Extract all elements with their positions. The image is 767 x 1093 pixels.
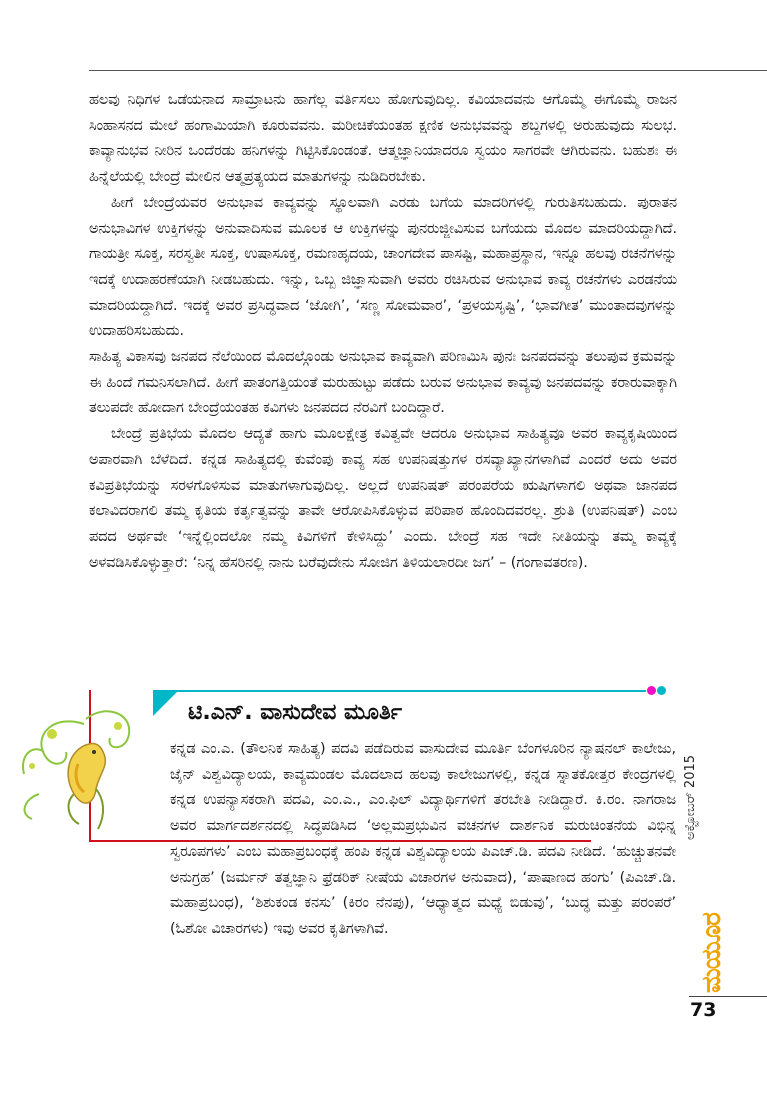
page-number: 73 — [690, 999, 717, 1021]
article-body — [89, 88, 677, 576]
bio-author-name: ಟಿ.ಎನ್. ವಾಸುದೇವ ಮೂರ್ತಿ — [188, 700, 403, 725]
article-paragraph: ಹೀಗೆ ಬೇಂದ್ರೆಯವರ ಅನುಭಾವ ಕಾವ್ಯವನ್ನು ಸ್ಥೂಲವಾಗಿ ಎರಡು ಬಗೆಯ ಮಾದರಿಗಳಲ್ಲಿ ಗುರುತಿಸಬಹುದು. ಪುರಾತನ ಅನುಭಾವಿಗಳ ಉಕ್ತಿಗಳನ್ನು ಅನುವಾದಿಸುವ ಮೂಲಕ ಆ ಉಕ್ತಿಗಳನ್ನು ಪುನರುಜ್ಜೀವಿಸುವ ಬಗೆಯದು ಮೊದಲ ಮಾದರಿಯದ್ದಾಗಿದೆ. ಗಾಯತ್ರೀ ಸೂಕ್ತ, ಸರಸ್ವತೀ ಸೂಕ್ತ, ಉಷಾಸೂಕ್ತ, ರಮಣಹೃದಯ, ಚಾಂಗದೇವ ಪಾಸಷ್ಟಿ, ಮಹಾಪ್ರಸ್ಥಾನ, ಇನ್ನೂ ಹಲವು ರಚನೆಗಳನ್ನು ಇದಕ್ಕೆ ಉದಾಹರಣೆಯಾಗಿ ನೀಡಬಹುದು. ಇನ್ನು, ಒಬ್ಬ ಜಿಜ್ಞಾಸುವಾಗಿ ಅವರು ರಚಿಸಿರುವ ಅನುಭಾವ ಕಾವ್ಯ ರಚನೆಗಳು ಎರಡನೆಯ ಮಾದರಿಯದ್ದಾಗಿದೆ. ಇದಕ್ಕೆ ಅವರ ಪ್ರಸಿದ್ಧವಾದ ‘ಜೋಗಿ’, ‘ಸಣ್ಣ ಸೋಮವಾರ’, ‘ಪ್ರಳಯಸೃಷ್ಟಿ’, ‘ಭಾವಗೀತ’ ಮುಂತಾದವುಗಳನ್ನು ಉದಾಹರಿಸಬಹುದು. — [89, 194, 677, 340]
magenta-dot-decoration — [647, 686, 656, 695]
page-number-rule — [689, 996, 767, 997]
cyan-dot-decoration — [657, 686, 666, 695]
bio-paragraph: ಕನ್ನಡ ಎಂ.ಎ. (ತೌಲನಿಕ ಸಾಹಿತ್ಯ) ಪದವಿ ಪಡೆದಿರುವ ವಾಸುದೇವ ಮೂರ್ತಿ ಬೆಂಗಳೂರಿನ ನ್ಯಾಷನಲ್ ಕಾಲೇಜು, ಜೈನ್ ವಿಶ್ವವಿದ್ಯಾಲಯ, ಕಾವ್ಯಮಂಡಲ ಮೊದಲಾದ ಹಲವು ಕಾಲೇಜುಗಳಲ್ಲಿ, ಕನ್ನಡ ಸ್ನಾತಕೋತ್ತರ ಕೇಂದ್ರಗಳಲ್ಲಿ ಕನ್ನಡ ಉಪನ್ಯಾಸಕರಾಗಿ ಪದವಿ, ಎಂ.ಎ., ಎಂ.ಫಿಲ್ ವಿದ್ಯಾರ್ಥಿಗಳಿಗೆ ತರಬೇತಿ ನೀಡಿದ್ದಾರೆ. ಕಿ.ರಂ. ನಾಗರಾಜ ಅವರ ಮಾರ್ಗದರ್ಶನದಲ್ಲಿ ಸಿದ್ಧಪಡಿಸಿದ ‘ಅಲ್ಲಮಪ್ರಭುವಿನ ವಚನಗಳ ದಾರ್ಶನಿಕ ಮರುಚಿಂತನೆಯ ವಿಭಿನ್ನ ಸ್ವರೂಪಗಳು’ ಎಂಬ ಮಹಾಪ್ರಬಂಧಕ್ಕೆ ಹಂಪಿ ಕನ್ನಡ ವಿಶ್ವವಿದ್ಯಾಲಯ ಪಿಎಚ್.ಡಿ. ಪದವಿ ನೀಡಿದೆ. ‘ಹುಚ್ಚುತನವೇ ಅನುಗ್ರಹ’ (ಜರ್ಮನ್ ತತ್ವಜ್ಞಾನಿ ಫ್ರೆಡರಿಕ್ ನೀಷೆಯ ವಿಚಾರಗಳ ಅನುವಾದ), ‘ಪಾಷಾಣದ ಹಂಗು’ (ಪಿಎಚ್.ಡಿ. ಮಹಾಪ್ರಬಂಧ), ‘ಶಿಶುಕಂಡ ಕನಸು’ (ಕಿರಂ ನೆನಪು), ‘ಆಧ್ಯಾತ್ಮದ ಮಧ್ಯೆ ಬಿಡುವು’, ‘ಬುದ್ಧ ಮತ್ತು ಪರಂಪರೆ’ (ಓಶೋ ವಿಚಾರಗಳು) ಇವು ಅವರ ಕೃತಿಗಳಾಗಿವೆ. — [170, 741, 676, 937]
article-paragraph: ಬೇಂದ್ರೆ ಪ್ರತಿಭೆಯ ಮೊದಲ ಆದ್ಯತೆ ಹಾಗು ಮೂಲಕ್ಷೇತ್ರ ಕವಿತ್ವವೇ ಆದರೂ ಅನುಭಾವ ಸಾಹಿತ್ಯವೂ ಅವರ ಕಾವ್ಯಕೃಷಿಯಿಂದ ಅಪಾರವಾಗಿ ಬೆಳೆದಿದೆ. ಕನ್ನಡ ಸಾಹಿತ್ಯದಲ್ಲಿ ಕುವೆಂಪು ಕಾವ್ಯ ಸಹ ಉಪನಿಷತ್ತುಗಳ ರಸವ್ಯಾಖ್ಯಾನಗಳಾಗಿವೆ ಎಂದರೆ ಅದು ಅವರ ಕವಿಪ್ರತಿಭೆಯನ್ನು ಸರಳಗೊಳಿಸುವ ಮಾತುಗಳಾಗುವುದಿಲ್ಲ. ಅಲ್ಲದೆ ಉಪನಿಷತ್ ಪರಂಪರೆಯ ಋಷಿಗಳಾಗಲಿ ಅಥವಾ ಜಾನಪದ ಕಲಾವಿದರಾಗಲಿ ತಮ್ಮ ಕೃತಿಯ ಕರ್ತೃತ್ವವನ್ನು ತಾವೇ ಆರೋಪಿಸಿಕೊಳ್ಳುವ ಪರಿಪಾಠ ಹೊಂದಿದವರಲ್ಲ. ಶ್ರುತಿ (ಉಪನಿಷತ್) ಎಂಬ ಪದದ ಅರ್ಥವೇ ‘ಇನ್ನೆಲ್ಲಿಂದಲೋ ನಮ್ಮ ಕಿವಿಗಳಿಗೆ ಕೇಳಿಸಿದ್ದು’ ಎಂದು. ಬೇಂದ್ರೆ ಸಹ ಇದೇ ನೀತಿಯನ್ನು ತಮ್ಮ ಕಾವ್ಯಕ್ಕೆ ಅಳವಡಿಸಿಕೊಳ್ಳುತ್ತಾರೆ: ‘ನಿನ್ನ ಹೆಸರಿನಲ್ಲಿ ನಾನು ಬರೆವುದೇನು ಸೋಜಿಗ ತಿಳಿಯಲಾರದೀ ಜಗ’ – (ಗಂಗಾವತರಣ). — [89, 426, 677, 571]
bio-text — [170, 737, 676, 943]
bio-top-divider — [153, 690, 646, 692]
corner-triangle-decoration — [153, 690, 179, 716]
peacock-illustration-icon — [14, 704, 154, 834]
article-paragraph: ಹಲವು ನಿಧಿಗಳ ಒಡೆಯನಾದ ಸಾಮ್ರಾಟನು ಹಾಗೆಲ್ಲ ವರ್ತಿಸಲು ಹೋಗುವುದಿಲ್ಲ. ಕವಿಯಾದವನು ಆಗೊಮ್ಮೆ ಈಗೊಮ್ಮೆ ರಾಜನ ಸಿಂಹಾಸನದ ಮೇಲೆ ಹಂಗಾಮಿಯಾಗಿ ಕೂರುವವನು. ಮರೀಚಿಕೆಯಂತಹ ಕ್ಷಣಿಕ ಅನುಭವವನ್ನು ಶಬ್ದಗಳಲ್ಲಿ ಅರುಹುವುದು ಸುಲಭ. ಕಾವ್ಯಾನುಭವ ನೀರಿನ ಒಂದೆರಡು ಹನಿಗಳನ್ನು ಗಿಟ್ಟಿಸಿಕೊಂಡಂತೆ. ಆತ್ಮಜ್ಞಾನಿಯಾದರೂ ಸ್ವಯಂ ಸಾಗರವೇ ಆಗಿರುವನು. ಬಹುಶಃ ಈ ಹಿನ್ನೆಲೆಯಲ್ಲಿ ಬೇಂದ್ರೆ ಮೇಲಿನ ಆತ್ಮಪ್ರತ್ಯಯದ ಮಾತುಗಳನ್ನು ನುಡಿದಿರಬೇಕು. — [89, 92, 677, 186]
top-rule — [89, 70, 767, 71]
magazine-name: ಮಯೂರ — [697, 913, 727, 993]
issue-date: ಅಕ್ಟೋಬರ್ 2015 — [683, 754, 698, 840]
article-paragraph: ಸಾಹಿತ್ಯ ವಿಕಾಸವು ಜನಪದ ನೆಲೆಯಿಂದ ಮೊದಲ್ಗೊಂಡು ಅನುಭಾವ ಕಾವ್ಯವಾಗಿ ಪರಿಣಮಿಸಿ ಪುನಃ ಜನಪದವನ್ನು ತಲುಪುವ ಕ್ರಮವನ್ನು ಈ ಹಿಂದೆ ಗಮನಿಸಲಾಗಿದೆ. ಹೀಗೆ ಪಾತಂಗತ್ತಿಯಂತೆ ಮರುಹುಟ್ಟು ಪಡೆದು ಬರುವ ಅನುಭಾವ ಕಾವ್ಯವು ಜನಪದವನ್ನು ಕರಾರುವಾಕ್ಕಾಗಿ ತಲುಪದೇ ಹೋದಾಗ ಬೇಂದ್ರೆಯಂತಹ ಕವಿಗಳು ಜನಪದದ ನೆರವಿಗೆ ಬಂದಿದ್ದಾರೆ. — [89, 349, 677, 417]
